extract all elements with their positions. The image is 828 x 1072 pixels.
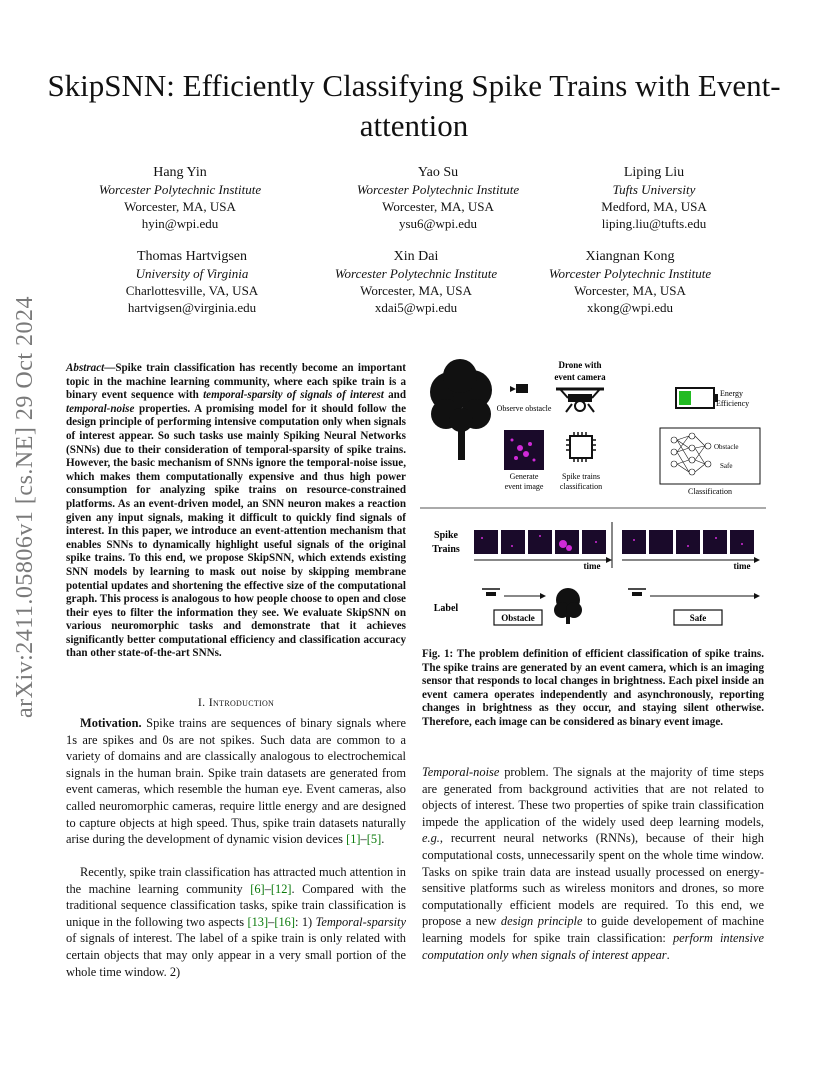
author-name: Xiangnan Kong (585, 249, 675, 264)
generate-label: Generate (509, 472, 539, 481)
spike-classify-label: Spike trains (562, 472, 600, 481)
drone-small-icon (628, 589, 646, 596)
time-label: time (583, 561, 601, 571)
paragraph-text: of signals of interest. The label of a spike train is only related with certain objects that may only appear in a very small portion of the whole time window. 2) (66, 931, 406, 979)
battery-icon (676, 388, 718, 408)
author-affiliation: Worcester Polytechnic Institute (334, 266, 498, 281)
author-email: xkong@wpi.edu (587, 300, 673, 315)
intro-paragraph: Recently, spike train classification has attracted much attention in the machine learning community [6]–[12]. Compared with the traditional sequence classification tasks, spike train classification is unique in the following two aspects [13]–[16]: 1) Temporal-sparsity of signals of interest. The label of a spike train is only related with certain objects that may only appear in a very small portion of the whole time window. 2) (66, 865, 406, 979)
section-number: I. (197, 695, 206, 709)
paragraph-text: . Compared with the traditional sequence classification tasks, spike train classification is unique in the following two aspects (66, 881, 406, 929)
abstract-text: properties. A promising model for it should follow the design principle of performing intensive computation only when signals of interest appear. So such tasks use mainly Spiking Neural Networks (SNNs) due to their consideration of temporal-sparsity of spike trains. However, the basic mechanism of SNNs ignore the temporal-noise issue, which makes them computationally expensive and thus high power consumption for analyzing spike trains on resource-constrained platforms. As an event-driven model, an SNN neuron makes a reaction given any input signals, making it difficult to quickly find signals of interest. In this paper, we introduce an event-attention mechanism that enables SNNs to dynamically highlight useful signals of the original spike trains. To this end, we propose SkipSNN, which extends existing SNN models by learning to mask out noise by skipping membrane potential updates and shortening the effective size of the computational graph. This process is analogous to how people choose to open and close their eyes to filter the information they see. We evaluate SkipSNN on various neuromorphic tasks and demonstrate that it achieves significantly better computational efficiency and classification accuracy than other state-of-the-art SNNs. (66, 402, 406, 660)
author-affiliation: Worcester Polytechnic Institute (356, 182, 520, 197)
citation-link[interactable]: [16] (274, 914, 295, 929)
observe-label: Observe obstacle (496, 404, 552, 413)
event-image (504, 430, 544, 470)
abstract-lead: Abstract (66, 362, 105, 374)
author-name: Yao Su (417, 165, 459, 180)
citation-link[interactable]: [12] (270, 881, 292, 896)
paragraph-emphasis: perform intensive computation only when signals of interest appear (422, 930, 764, 962)
abstract-emphasis: temporal-noise (66, 402, 135, 415)
drone-label: event camera (554, 372, 606, 382)
author-location: Worcester, MA, USA (382, 199, 494, 214)
paragraph-text: Spike trains are sequences of binary signals where 1s are spikes and 0s are not spikes. Such data are common to a variety of domains and are classically analogous to electrochemical signals in the human brain. Spike train datasets are generated from event cameras, which resemble the human eye. Event cameras, also called neuromorphic cameras, require little energy and are designed to capture objects at high speed. Thus, spike train datasets naturally arise during the development of dynamic vision devices (66, 716, 406, 847)
author-affiliation: Tufts University (612, 182, 696, 197)
abstract-text: and (383, 389, 406, 402)
abstract-emphasis: temporal-sparsity of signals of interest (203, 389, 384, 402)
author-email: xdai5@wpi.edu (374, 300, 458, 315)
figure-1 (420, 356, 766, 642)
intro-paragraph: Motivation. Spike trains are sequences of binary signals where 1s are spikes and 0s are not spikes. Such data are common to a variety of domains and are classically analogous to electrochemical signals in the human brain. Spike train datasets are generated from event cameras, which resemble the human eye. Event cameras, also called neuromorphic cameras, require little energy and are designed to capture objects at high speed. Thus, spike train datasets naturally arise during the development of dynamic vision devices [1]–[5]. (66, 716, 406, 847)
spike-classify-label: classification (559, 482, 603, 491)
author-block (318, 164, 558, 232)
author-email: hyin@wpi.edu (141, 216, 219, 231)
spike-frames (474, 530, 754, 554)
class-obstacle: Obstacle (714, 443, 739, 451)
network-icon (671, 433, 711, 475)
author-name: Xin Dai (393, 249, 439, 264)
caption-lead: Fig. 1: (422, 648, 454, 660)
section-heading (66, 695, 406, 710)
author-location: Worcester, MA, USA (360, 283, 472, 298)
author-block (534, 164, 774, 232)
paragraph-text: problem. The signals at the majority of time steps are generated from background activities that are not related to objects of interest. These two properties of spike train classification impede the application of the widely used deep learning models, (422, 765, 764, 829)
citation-link[interactable]: [5] (366, 832, 382, 847)
tree-small-icon (554, 588, 582, 624)
abstract-dash: — (104, 362, 116, 374)
classification-label: Classification (688, 487, 732, 496)
drone-icon (556, 389, 604, 412)
author-block (296, 248, 536, 316)
paragraph-text: : 1) (295, 914, 316, 929)
camera-icon (510, 384, 528, 393)
row-label-spike: Spike (434, 530, 458, 541)
paragraph-emphasis: e.g. (422, 831, 440, 846)
generate-label: event image (504, 482, 544, 491)
author-email: liping.liu@tufts.edu (601, 216, 707, 231)
paragraph-text: . (666, 947, 670, 962)
drone-small-icon (482, 589, 500, 596)
author-name: Hang Yin (153, 165, 207, 180)
paragraph-emphasis: design principle (500, 914, 583, 929)
figure-caption (422, 648, 764, 730)
arxiv-side-stamp: arXiv:2411.05806v1 [cs.NE] 29 Oct 2024 (12, 295, 38, 718)
paragraph-text: , recurrent neural networks (RNNs), because of their high computational costs, unnecessarily spent on the whole time window. Tasks on spike train data are instead usually processed on energy-sensitive platforms such as wireless monitors and drones, so more computationally efficient models are required. To this end, we propose a new (422, 831, 764, 929)
citation-link[interactable]: [13] (247, 914, 269, 929)
drone-label: Drone with (558, 360, 602, 370)
row-label-label: Label (433, 603, 459, 614)
paper-title: SkipSNN: Efficiently Classifying Spike Trains with Event-attention (47, 68, 781, 143)
classification-box (660, 428, 760, 484)
abstract (66, 362, 406, 661)
author-location: Worcester, MA, USA (124, 199, 236, 214)
paragraph-lead: Motivation. (80, 716, 142, 730)
tree-icon (430, 359, 492, 460)
time-label: time (733, 561, 751, 571)
author-name: Liping Liu (623, 165, 685, 180)
paragraph-text: to guide developement of machine learning models for spike train classification: (422, 914, 764, 945)
section-title: Introduction (208, 695, 275, 709)
author-location: Charlottesville, VA, USA (125, 283, 259, 298)
paragraph-emphasis: Temporal-noise (422, 765, 500, 779)
author-location: Medford, MA, USA (601, 199, 707, 214)
author-affiliation: University of Virginia (135, 266, 249, 281)
class-safe: Safe (720, 462, 733, 470)
caption-text: The problem definition of efficient classification of spike trains. The spike trains are generated by an event camera, which is an imaging sensor that responds to local changes in brightness. Each pixel inside an event camera operates independently and asynchronously, reporting changes in brightness as they occur, and staying silent otherwise. Therefore, each image can be considered as binary event image. (422, 648, 764, 728)
author-block (510, 248, 750, 316)
energy-label: Energy (720, 389, 743, 398)
author-block (60, 164, 300, 232)
obstacle-box-label: Obstacle (501, 613, 535, 623)
row-label-spike: Trains (432, 544, 460, 555)
author-block (72, 248, 312, 316)
abstract-text: Spike train classification has recently become an important topic in the machine learning community, where each spike train is a binary event sequence with (66, 362, 406, 402)
author-email: hartvigsen@virginia.edu (127, 300, 257, 315)
author-email: ysu6@wpi.edu (398, 216, 478, 231)
author-name: Thomas Hartvigsen (136, 249, 248, 264)
energy-label: Efficiency (716, 399, 750, 408)
chip-icon (566, 432, 596, 462)
paragraph-emphasis: Temporal-sparsity (315, 914, 406, 929)
author-affiliation: Worcester Polytechnic Institute (98, 182, 262, 197)
safe-box-label: Safe (689, 613, 707, 623)
paragraph-text: Recently, spike train classification has attracted much attention in the machine learning community (66, 865, 406, 896)
citation-link[interactable]: [1] (346, 832, 361, 847)
author-location: Worcester, MA, USA (574, 283, 686, 298)
author-affiliation: Worcester Polytechnic Institute (548, 266, 712, 281)
body-paragraph (422, 764, 764, 963)
citation-link[interactable]: [6] (250, 881, 265, 896)
